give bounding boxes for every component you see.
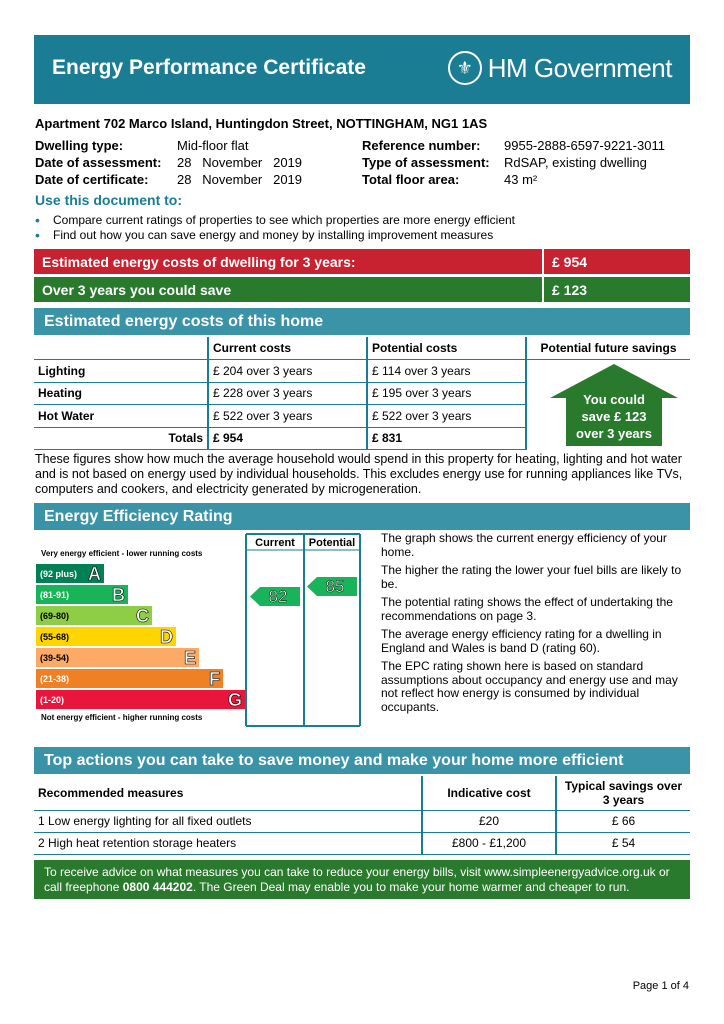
rating-band-letter: G (227, 690, 242, 710)
table-row (34, 810, 690, 832)
bottom-efficiency-label: Not energy efficient - higher running costs (41, 713, 203, 722)
rating-band-range: (39-54) (40, 653, 70, 663)
header-banner (34, 35, 690, 104)
table-header: Current costs (208, 337, 367, 360)
savings-arrow (550, 364, 678, 446)
bullet-text: Compare current ratings of properties to see which properties are more energy efficient (53, 212, 516, 227)
advice-note (34, 860, 690, 899)
table-header-row (34, 337, 690, 360)
list-item (35, 212, 515, 227)
current-rating-value: 82 (268, 587, 288, 606)
costs-section-title: Estimated energy costs of this home (34, 308, 690, 335)
rating-section-title: Energy Efficiency Rating (34, 503, 690, 530)
measure-cost: £20 (422, 810, 556, 832)
meta-value: 28 November 2019 (177, 155, 303, 170)
rating-text-paragraph: The graph shows the current energy efficiency of your home. (381, 531, 667, 559)
list-item (35, 227, 515, 242)
rating-band-range: (55-68) (40, 632, 70, 642)
row-label: Hot Water (34, 405, 208, 428)
rating-text-paragraph: The average energy efficiency rating for a dwelling in England and Wales is band D (rating 60). (381, 627, 662, 655)
estimated-cost-bar (34, 249, 690, 274)
meta-label: Reference number: (362, 138, 481, 153)
rating-text-paragraph: The EPC rating shown here is based on standard assumptions about occupancy and energy use and may not reflect how energy is consumed by individual occupants. (381, 659, 678, 714)
bullet-icon: • (35, 211, 40, 228)
rating-band-g (36, 690, 245, 709)
rating-band-range: (81-91) (40, 590, 70, 600)
advice-text: . The Green Deal may enable you to make your home warmer and cheaper to run. (192, 880, 630, 894)
rating-band-range: (92 plus) (40, 569, 78, 579)
table-header: Typical savings over 3 years (556, 776, 690, 810)
current-cost: £ 228 over 3 years (208, 382, 367, 405)
table-header: Recommended measures (34, 776, 422, 810)
table-header-row (34, 776, 690, 810)
table-header (34, 337, 208, 360)
top-efficiency-label: Very energy efficient - lower running costs (41, 549, 203, 558)
potential-column-header: Potential (308, 537, 356, 549)
measure-saving: £ 66 (556, 810, 690, 832)
rating-band-letter: F (209, 669, 220, 689)
row-label: Heating (34, 382, 208, 405)
savings-line: over 3 years (576, 426, 652, 441)
meta-label: Type of assessment: (362, 155, 490, 170)
rating-band-letter: A (88, 564, 101, 584)
rating-explanation (381, 532, 691, 719)
hm-government-logo (448, 51, 672, 85)
measure-name: 1 Low energy lighting for all fixed outlets (34, 810, 422, 832)
current-column-header: Current (255, 537, 295, 549)
use-document-title: Use this document to: (35, 192, 183, 208)
potential-cost: £ 522 over 3 years (367, 405, 526, 428)
rating-band-range: (1-20) (40, 695, 65, 705)
potential-cost: £ 195 over 3 years (367, 382, 526, 405)
actions-section-title: Top actions you can take to save money and make your home more efficient (34, 747, 690, 774)
measure-name: 2 High heat retention storage heaters (34, 832, 422, 854)
bullet-icon: • (35, 226, 40, 243)
table-header: Potential future savings (526, 337, 690, 360)
measure-cost: £800 - £1,200 (422, 832, 556, 854)
current-cost: £ 522 over 3 years (208, 405, 367, 428)
bullet-text: Find out how you can save energy and money by installing improvement measures (53, 227, 494, 242)
meta-label: Total floor area: (362, 172, 460, 187)
rating-text-paragraph: The higher the rating the lower your fuel bills are likely to be. (381, 563, 682, 591)
meta-right (362, 138, 665, 189)
meta-label: Date of certificate: (35, 172, 149, 187)
save-bar (34, 277, 690, 302)
rating-band-range: (69-80) (40, 611, 70, 621)
meta-value: 9955-2888-6597-9221-3011 (504, 138, 665, 153)
meta-value: RdSAP, existing dwelling (504, 155, 647, 170)
freephone-number[interactable]: 0800 444202 (122, 880, 193, 894)
rating-text-paragraph: The potential rating shows the effect of undertaking the recommendations on page 3. (381, 595, 673, 623)
use-document-bullets (35, 212, 515, 242)
rating-band-letter: B (112, 585, 125, 605)
meta-label: Date of assessment: (35, 155, 162, 170)
page-number: Page 1 of 4 (632, 980, 689, 992)
table-header: Potential costs (367, 337, 526, 360)
measure-saving: £ 54 (556, 832, 690, 854)
rating-band-letter: D (160, 627, 173, 647)
rating-band-letter: C (136, 606, 149, 626)
logo-text: HM Government (487, 52, 672, 83)
property-address: Apartment 702 Marco Island, Huntingdon Street, NOTTINGHAM, NG1 1AS (35, 116, 488, 131)
current-cost: £ 204 over 3 years (208, 360, 367, 383)
totals-label: Totals (34, 427, 208, 450)
estimated-cost-label: Estimated energy costs of dwelling for 3 years: (34, 249, 542, 274)
save-value: £ 123 (544, 277, 690, 302)
row-label: Lighting (34, 360, 208, 383)
meta-left (35, 138, 302, 189)
potential-cost: £ 114 over 3 years (367, 360, 526, 383)
crest-icon: ⚜ (448, 51, 482, 85)
meta-value: 43 m² (504, 172, 538, 187)
potential-rating-value: 85 (325, 577, 345, 596)
table-header: Indicative cost (422, 776, 556, 810)
table-row (34, 832, 690, 854)
cost-explanation: These figures show how much the average household would spend in this property for heating, lighting and hot water and is not based on energy used by individual households. This excludes energy use for running appliances like TVs, computers and cookers, and electricity generated by microgeneration. (35, 452, 683, 496)
totals-potential: £ 831 (367, 427, 526, 450)
rating-band-letter: E (183, 648, 196, 668)
totals-current: £ 954 (208, 427, 367, 450)
energy-rating-chart (34, 532, 362, 728)
savings-line: save £ 123 (581, 409, 647, 424)
actions-table (34, 776, 690, 855)
savings-line: You could (583, 392, 645, 407)
meta-value: 28 November 2019 (177, 172, 303, 187)
rating-band-range: (21-38) (40, 674, 70, 684)
estimated-cost-value: £ 954 (544, 249, 690, 274)
advice-text: To receive advice on what measures you can take to reduce your energy bills, visit www.simpleenergyadvice.org.uk or call freephone (44, 865, 670, 894)
save-label: Over 3 years you could save (34, 277, 542, 302)
meta-value: Mid-floor flat (177, 138, 249, 153)
page-title: Energy Performance Certificate (52, 56, 366, 79)
meta-label: Dwelling type: (35, 138, 124, 153)
